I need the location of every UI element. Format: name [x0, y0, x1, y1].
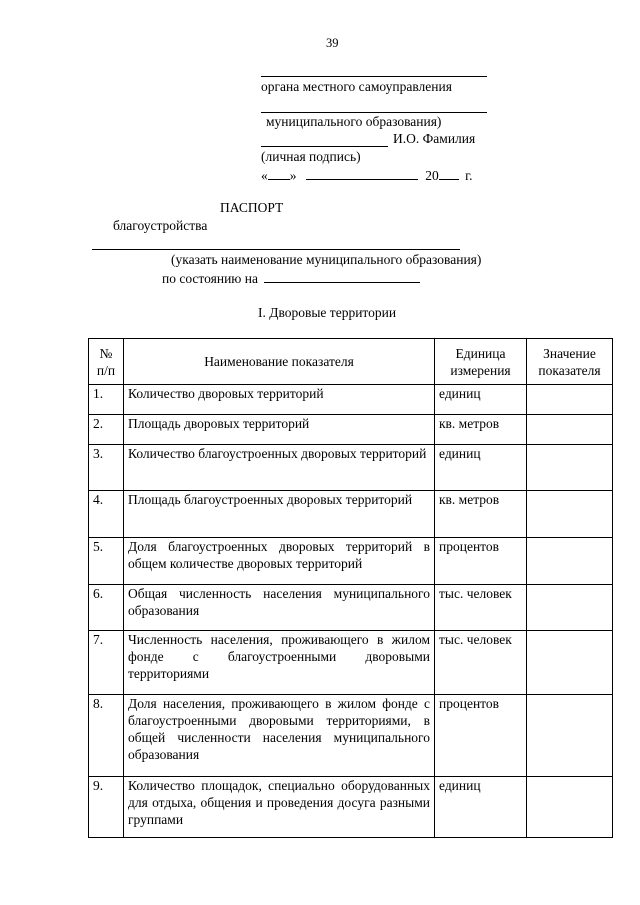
- row-unit: единиц: [435, 445, 527, 491]
- row-unit: единиц: [435, 777, 527, 838]
- table-row: [89, 631, 613, 695]
- table-row: [89, 491, 613, 538]
- approval-date-row: [261, 167, 473, 184]
- table-row: [89, 385, 613, 415]
- row-num: 9.: [89, 777, 124, 838]
- approval-municipality-caption: муниципального образования): [266, 114, 442, 129]
- table-row: [89, 415, 613, 445]
- municipality-hint: (указать наименование муниципального образования): [171, 252, 482, 267]
- row-unit: тыс. человек: [435, 585, 527, 631]
- table-header-row: [89, 339, 613, 385]
- row-name: Количество благоустроенных дворовых территорий: [124, 445, 435, 491]
- row-value: [527, 538, 613, 585]
- municipality-name-line: [92, 249, 460, 250]
- date-close-quote: »: [289, 168, 297, 183]
- row-unit: единиц: [435, 385, 527, 415]
- approval-body-caption: органа местного самоуправления: [261, 79, 452, 94]
- row-value: [527, 585, 613, 631]
- approval-municipality-line: [261, 112, 487, 113]
- table-row: [89, 585, 613, 631]
- table-row: [89, 777, 613, 838]
- row-unit: кв. метров: [435, 491, 527, 538]
- as-of-label: по состоянию на: [162, 271, 258, 286]
- row-num: 6.: [89, 585, 124, 631]
- row-num: 7.: [89, 631, 124, 695]
- table-row: [89, 445, 613, 491]
- row-value: [527, 491, 613, 538]
- passport-heading: ПАСПОРТ: [220, 200, 284, 215]
- row-value: [527, 385, 613, 415]
- as-of-date-blank: [264, 270, 420, 283]
- approval-body-line: [261, 76, 487, 77]
- row-name: Количество дворовых территорий: [124, 385, 435, 415]
- page-number: 39: [326, 36, 339, 50]
- table-row: [89, 538, 613, 585]
- row-num: 1.: [89, 385, 124, 415]
- date-year-prefix: 20: [425, 168, 439, 183]
- row-num: 2.: [89, 415, 124, 445]
- row-num: 3.: [89, 445, 124, 491]
- date-open-quote: «: [261, 168, 268, 183]
- row-unit: процентов: [435, 538, 527, 585]
- row-value: [527, 695, 613, 777]
- row-unit: кв. метров: [435, 415, 527, 445]
- header-num: № п/п: [89, 339, 124, 385]
- date-month-blank: [306, 167, 418, 180]
- row-value: [527, 631, 613, 695]
- signature-caption: (личная подпись): [261, 149, 361, 164]
- indicators-table: [88, 338, 613, 838]
- row-name: Площадь дворовых территорий: [124, 415, 435, 445]
- as-of-row: [162, 270, 420, 287]
- row-value: [527, 777, 613, 838]
- header-name: Наименование показателя: [124, 339, 435, 385]
- section-title: I. Дворовые территории: [258, 305, 397, 320]
- table-row: [89, 695, 613, 777]
- row-name: Количество площадок, специально оборудованных для отдыха, общения и проведения досуга разными группами: [124, 777, 435, 838]
- row-name: Доля населения, проживающего в жилом фонде с благоустроенными дворовыми территориями, в общей численности населения муниципального образования: [124, 695, 435, 777]
- row-name: Общая численность населения муниципального образования: [124, 585, 435, 631]
- row-name: Доля благоустроенных дворовых территорий в общем количестве дворовых территорий: [124, 538, 435, 585]
- date-day-blank: [268, 167, 290, 180]
- header-value: Значение показателя: [527, 339, 613, 385]
- row-unit: процентов: [435, 695, 527, 777]
- row-num: 8.: [89, 695, 124, 777]
- header-unit: Единица измерения: [435, 339, 527, 385]
- passport-subheading: благоустройства: [113, 218, 208, 233]
- row-value: [527, 415, 613, 445]
- row-num: 4.: [89, 491, 124, 538]
- approval-name-placeholder: И.О. Фамилия: [393, 131, 476, 146]
- date-year-blank: [439, 167, 459, 180]
- row-name: Численность населения, проживающего в жилом фонде с благоустроенными дворовыми территориями: [124, 631, 435, 695]
- date-year-suffix: г.: [465, 168, 473, 183]
- row-num: 5.: [89, 538, 124, 585]
- row-value: [527, 445, 613, 491]
- row-name: Площадь благоустроенных дворовых территорий: [124, 491, 435, 538]
- signature-line: [261, 146, 388, 147]
- row-unit: тыс. человек: [435, 631, 527, 695]
